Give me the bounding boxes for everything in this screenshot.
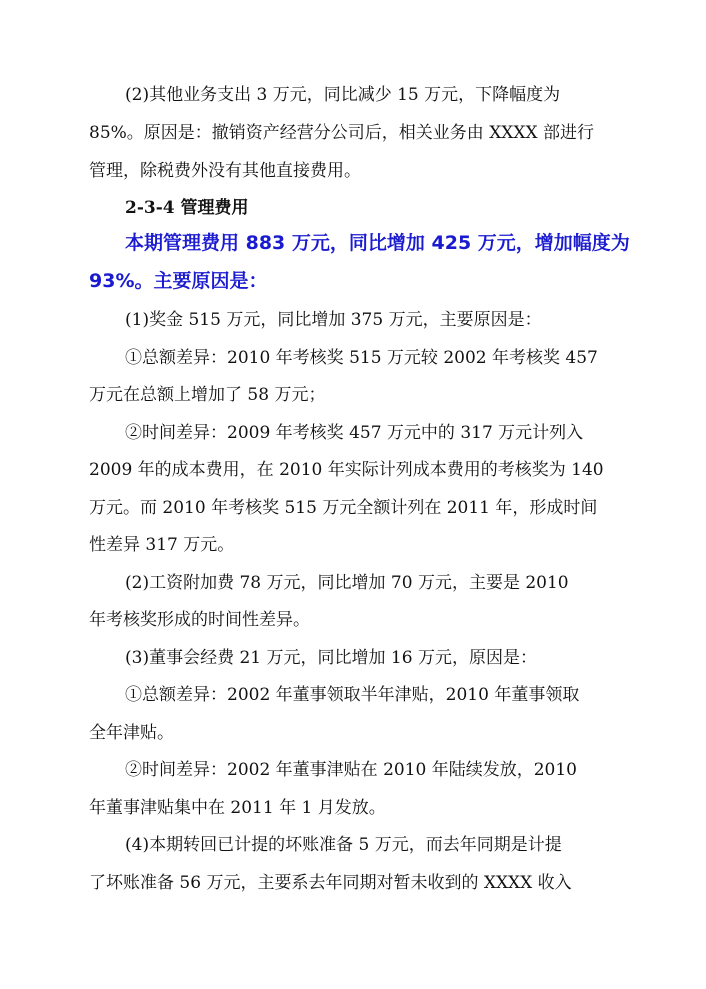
paragraph-line: 性差异 317 万元。 xyxy=(89,535,235,555)
paragraph-line: ①总额差异：2010 年考核奖 515 万元较 2002 年考核奖 457 xyxy=(125,348,598,368)
paragraph-line: ①总额差异：2002 年董事领取半年津贴，2010 年董事领取 xyxy=(125,685,580,705)
paragraph-line: 2009 年的成本费用，在 2010 年实际计列成本费用的考核奖为 140 xyxy=(89,460,604,480)
paragraph-line: 万元在总额上增加了 58 万元； xyxy=(89,385,326,405)
highlight-line: 本期管理费用 883 万元，同比增加 425 万元，增加幅度为 xyxy=(125,232,630,254)
paragraph-line: 85%。原因是：撤销资产经营分公司后，相关业务由 XXXX 部进行 xyxy=(89,123,595,143)
paragraph-line: ②时间差异：2002 年董事津贴在 2010 年陆续发放，2010 xyxy=(125,760,578,780)
paragraph-line: (3)董事会经费 21 万元，同比增加 16 万元，原因是： xyxy=(125,648,537,668)
paragraph-line: 年考核奖形成的时间性差异。 xyxy=(89,610,310,630)
paragraph-line: 万元。而 2010 年考核奖 515 万元全额计列在 2011 年，形成时间 xyxy=(89,498,598,518)
paragraph-line: (2)其他业务支出 3 万元，同比减少 15 万元，下降幅度为 xyxy=(125,85,561,105)
paragraph-line: 年董事津贴集中在 2011 年 1 月发放。 xyxy=(89,798,386,818)
paragraph-line: 全年津贴。 xyxy=(89,723,174,743)
paragraph-line: ②时间差异：2009 年考核奖 457 万元中的 317 万元计列入 xyxy=(125,423,584,443)
paragraph-line: 了坏账准备 56 万元，主要系去年同期对暂未收到的 XXXX 收入 xyxy=(89,873,572,893)
paragraph-line: 管理，除税费外没有其他直接费用。 xyxy=(89,161,361,181)
highlight-line: 93%。主要原因是： xyxy=(89,270,268,292)
paragraph-line: (4)本期转回已计提的坏账准备 5 万元，而去年同期是计提 xyxy=(125,835,562,855)
paragraph-line: (1)奖金 515 万元，同比增加 375 万元，主要原因是： xyxy=(125,310,542,330)
paragraph-line: (2)工资附加费 78 万元，同比增加 70 万元，主要是 2010 xyxy=(125,573,569,593)
section-heading: 2-3-4 管理费用 xyxy=(125,198,249,218)
